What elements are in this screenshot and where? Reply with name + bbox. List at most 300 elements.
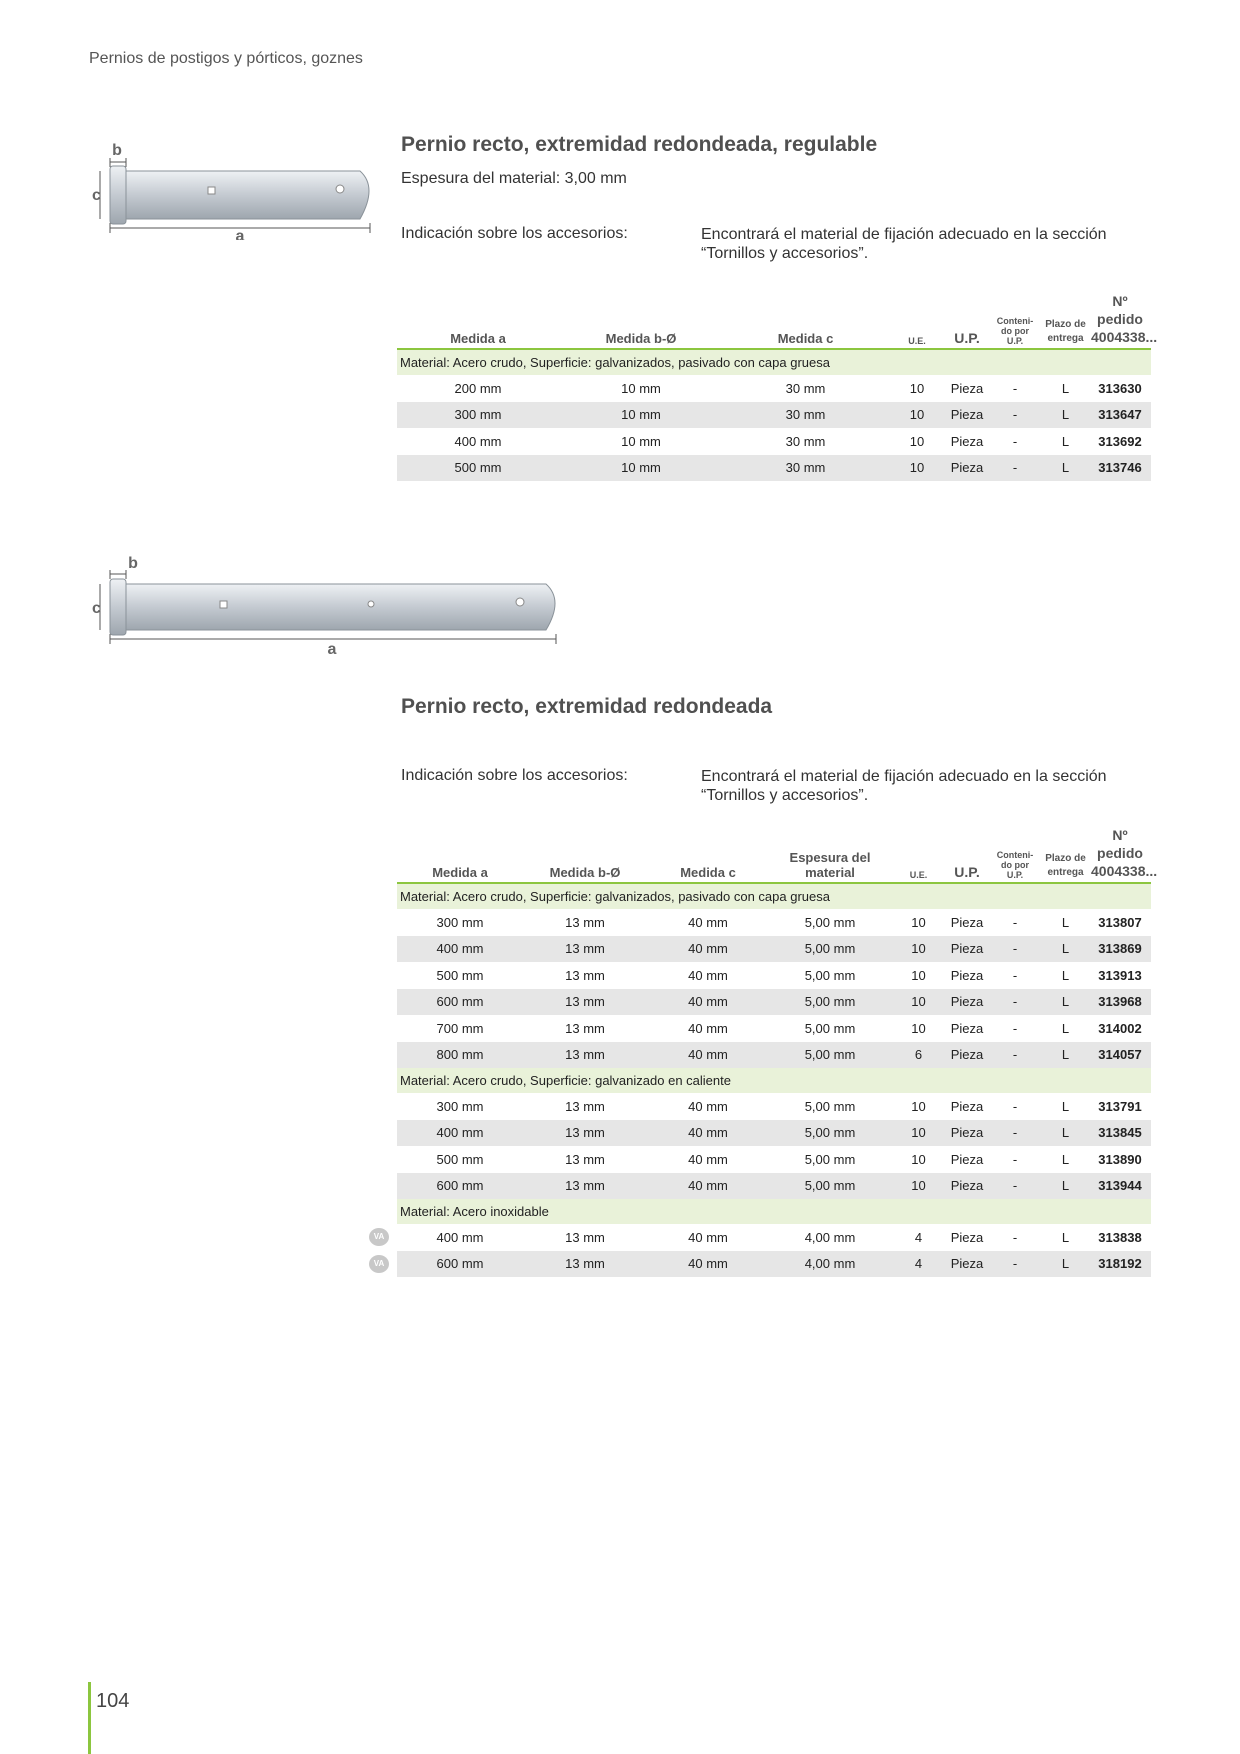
table-cell xyxy=(523,1093,647,1120)
cell-value: 600 mm xyxy=(436,1178,484,1194)
table-cell xyxy=(891,1173,946,1200)
cell-value: 10 xyxy=(911,1098,926,1114)
col-pedido xyxy=(1089,826,1158,883)
table-cell xyxy=(988,989,1042,1016)
table-cell xyxy=(769,1120,891,1147)
table-cell xyxy=(769,1224,891,1251)
cell-value: 314057 xyxy=(1098,1047,1142,1063)
cell-value: 13 mm xyxy=(565,1020,605,1036)
table-cell xyxy=(891,1042,946,1069)
cell-value: 10 xyxy=(909,407,925,423)
product-table-2 xyxy=(373,826,1158,1277)
cell-value: Pieza xyxy=(950,460,984,476)
col-contenido-l2: do por xyxy=(1001,326,1029,336)
table-cell xyxy=(723,402,888,429)
cell-value: 313838 xyxy=(1098,1229,1142,1245)
hinge-diagram-2 xyxy=(88,550,568,660)
section-1-note-label: Indicación sobre los accesorios: xyxy=(401,225,628,242)
table-cell xyxy=(946,909,988,936)
cell-value: 313647 xyxy=(1098,407,1142,423)
table-cell xyxy=(647,962,769,989)
section-1-title: Pernio recto, extremidad redondeada, regulable xyxy=(401,133,878,156)
table-cell xyxy=(1042,1173,1089,1200)
cell-value: 5,00 mm xyxy=(804,941,856,957)
table-cell xyxy=(1089,989,1151,1016)
table-cell xyxy=(647,909,769,936)
table-cell xyxy=(723,428,888,455)
table-cell xyxy=(946,936,988,963)
table-cell xyxy=(1042,962,1089,989)
table-cell xyxy=(946,989,988,1016)
cell-value: L xyxy=(1061,1229,1070,1245)
cell-value: L xyxy=(1061,380,1070,396)
table-cell xyxy=(1089,1251,1151,1278)
table-row xyxy=(397,1224,1151,1251)
cell-value: - xyxy=(1012,967,1018,983)
table-row xyxy=(397,1093,1151,1120)
table-cell xyxy=(891,1120,946,1147)
cell-value: 10 xyxy=(911,1178,926,1194)
section-1-note-text: Encontrará el material de fijación adecuado en la sección “Tornillos y accesorios”. xyxy=(701,226,1107,262)
cell-value: 400 mm xyxy=(454,433,502,449)
cell-value: L xyxy=(1061,1098,1070,1114)
table-cell xyxy=(946,375,988,402)
table-cell xyxy=(891,936,946,963)
col-pedido-l1: Nº pedido xyxy=(1097,827,1143,861)
cell-value: 40 mm xyxy=(688,994,728,1010)
cell-value: 30 mm xyxy=(785,460,826,476)
table-cell xyxy=(988,375,1042,402)
col-pedido xyxy=(1089,292,1158,349)
dim-c-label: c xyxy=(92,187,101,204)
table-cell xyxy=(559,375,723,402)
table-row xyxy=(397,909,1151,936)
table-row xyxy=(397,1173,1151,1200)
col-contenido-l1: Conteni- xyxy=(996,850,1034,860)
table-cell xyxy=(1089,428,1151,455)
cell-value: Pieza xyxy=(950,1229,984,1245)
table-cell xyxy=(1089,375,1151,402)
cell-value: 40 mm xyxy=(688,1047,728,1063)
col-medida-b: Medida b-Ø xyxy=(605,331,677,346)
cell-value: Pieza xyxy=(950,1151,984,1167)
table-cell xyxy=(1042,455,1089,482)
table-cell xyxy=(1089,1120,1151,1147)
table-cell xyxy=(769,1146,891,1173)
cell-value: 40 mm xyxy=(688,1151,728,1167)
table-cell xyxy=(946,1173,988,1200)
col-plazo-l1: Plazo de xyxy=(1045,853,1086,864)
cell-value: Pieza xyxy=(950,407,984,423)
cell-value: 5,00 mm xyxy=(804,1047,856,1063)
col-pedido-l2: 4004338... xyxy=(1091,329,1158,345)
table-cell xyxy=(397,1173,523,1200)
material-label: Material: Acero crudo, Superficie: galvanizado en caliente xyxy=(397,1068,1151,1093)
table-cell xyxy=(647,989,769,1016)
cell-value: 313746 xyxy=(1098,460,1142,476)
cell-value: 10 xyxy=(911,1151,926,1167)
table-cell xyxy=(647,1093,769,1120)
table-cell xyxy=(1042,1251,1089,1278)
cell-value: 5,00 mm xyxy=(804,994,856,1010)
col-plazo-l2: entrega xyxy=(1047,333,1084,344)
table-cell xyxy=(891,1146,946,1173)
cell-value: L xyxy=(1061,407,1070,423)
cell-value: 13 mm xyxy=(565,914,605,930)
table-cell xyxy=(891,1224,946,1251)
table-cell xyxy=(397,1042,523,1069)
col-contenido xyxy=(988,826,1042,883)
table-cell xyxy=(769,1042,891,1069)
table-cell xyxy=(988,402,1042,429)
cell-value: 13 mm xyxy=(565,1047,605,1063)
table-cell xyxy=(647,1015,769,1042)
table-cell xyxy=(523,1251,647,1278)
cell-value: Pieza xyxy=(950,941,984,957)
cell-value: 10 xyxy=(911,994,926,1010)
col-contenido-l3: U.P. xyxy=(1006,336,1024,346)
table-cell xyxy=(397,402,559,429)
cell-value: 400 mm xyxy=(436,1229,484,1245)
cell-value: - xyxy=(1012,407,1018,423)
table-row xyxy=(397,1146,1151,1173)
table-cell xyxy=(946,402,988,429)
table-cell xyxy=(647,1120,769,1147)
cell-value: 13 mm xyxy=(565,994,605,1010)
table-cell xyxy=(988,455,1042,482)
table-cell xyxy=(523,1042,647,1069)
col-plazo-l1: Plazo de xyxy=(1045,319,1086,330)
cell-value: 300 mm xyxy=(436,1098,484,1114)
table-cell xyxy=(891,1093,946,1120)
table-cell xyxy=(397,1146,523,1173)
cell-value: 600 mm xyxy=(436,994,484,1010)
cell-value: Pieza xyxy=(950,380,984,396)
stainless-va-badge: VA xyxy=(369,1255,389,1273)
cell-value: - xyxy=(1012,1229,1018,1245)
material-group-row xyxy=(397,349,1151,375)
table-cell xyxy=(647,1251,769,1278)
cell-value: 10 xyxy=(909,433,925,449)
table-row xyxy=(397,402,1151,429)
cell-value: 313630 xyxy=(1098,380,1142,396)
col-ue: U.E. xyxy=(908,336,926,346)
table-cell xyxy=(523,962,647,989)
cell-value: - xyxy=(1012,914,1018,930)
table-cell xyxy=(1042,1224,1089,1251)
cell-value: 13 mm xyxy=(565,1229,605,1245)
table-cell xyxy=(891,909,946,936)
table-cell xyxy=(888,428,946,455)
table-cell xyxy=(397,428,559,455)
table-cell xyxy=(888,375,946,402)
col-pedido-l1: Nº pedido xyxy=(1097,293,1143,327)
cell-value: 313944 xyxy=(1098,1178,1142,1194)
table-cell xyxy=(769,962,891,989)
table-cell xyxy=(988,1015,1042,1042)
table-cell xyxy=(397,962,523,989)
col-plazo xyxy=(1042,826,1089,883)
table-cell xyxy=(988,1224,1042,1251)
cell-value: 6 xyxy=(914,1047,923,1063)
table-cell xyxy=(559,455,723,482)
table-row xyxy=(397,1042,1151,1069)
table-cell xyxy=(946,1251,988,1278)
stainless-va-badge: VA xyxy=(369,1228,389,1246)
cell-value: 313807 xyxy=(1098,914,1142,930)
col-up: U.P. xyxy=(954,330,980,346)
table-cell xyxy=(523,1173,647,1200)
cell-value: L xyxy=(1061,433,1070,449)
cell-value: Pieza xyxy=(950,1256,984,1272)
cell-value: - xyxy=(1012,1125,1018,1141)
table-cell xyxy=(946,1224,988,1251)
section-2-note-label: Indicación sobre los accesorios: xyxy=(401,767,628,784)
table-cell xyxy=(1042,375,1089,402)
cell-value: Pieza xyxy=(950,1047,984,1063)
table-cell xyxy=(559,428,723,455)
table-cell xyxy=(397,1093,523,1120)
table-cell xyxy=(1042,1120,1089,1147)
cell-value: 500 mm xyxy=(436,1151,484,1167)
cell-value: 600 mm xyxy=(436,1256,484,1272)
table-cell xyxy=(523,1224,647,1251)
cell-value: 313845 xyxy=(1098,1125,1142,1141)
cell-value: - xyxy=(1012,1178,1018,1194)
col-espesura-l1: Espesura del xyxy=(789,850,871,865)
table-cell xyxy=(891,989,946,1016)
table-cell xyxy=(1089,1015,1151,1042)
table-cell xyxy=(1089,1042,1151,1069)
cell-value: 10 xyxy=(911,967,926,983)
table-cell xyxy=(988,909,1042,936)
table-cell xyxy=(946,962,988,989)
cell-value: 10 xyxy=(909,380,925,396)
table-cell xyxy=(1042,1015,1089,1042)
cell-value: 300 mm xyxy=(436,914,484,930)
col-contenido-l1: Conteni- xyxy=(996,316,1034,326)
table-cell xyxy=(1089,909,1151,936)
cell-value: 13 mm xyxy=(565,1256,605,1272)
cell-value: 4 xyxy=(914,1256,923,1272)
table-cell xyxy=(373,1224,523,1251)
cell-value: 313791 xyxy=(1098,1098,1142,1114)
cell-value: 5,00 mm xyxy=(804,914,856,930)
cell-value: 30 mm xyxy=(785,433,826,449)
cell-value: 314002 xyxy=(1098,1020,1142,1036)
cell-value: 10 mm xyxy=(621,433,661,449)
cell-value: 10 xyxy=(911,1020,926,1036)
section-2-note-text: Encontrará el material de fijación adecuado en la sección “Tornillos y accesorios”. xyxy=(701,768,1107,804)
table-cell xyxy=(769,909,891,936)
table-cell xyxy=(769,1015,891,1042)
table-cell xyxy=(988,936,1042,963)
page-accent-bar xyxy=(88,1682,91,1754)
cell-value: 400 mm xyxy=(436,1125,484,1141)
table-row xyxy=(397,1251,1151,1278)
cell-value: L xyxy=(1061,460,1070,476)
cell-value: - xyxy=(1012,994,1018,1010)
cell-value: - xyxy=(1012,1256,1018,1272)
col-up: U.P. xyxy=(954,864,980,880)
table-row xyxy=(397,1015,1151,1042)
table-cell xyxy=(988,428,1042,455)
table-cell xyxy=(723,375,888,402)
col-espesura xyxy=(769,826,891,883)
table-cell xyxy=(523,909,647,936)
col-medida-b: Medida b-Ø xyxy=(549,865,621,880)
col-plazo xyxy=(1042,292,1089,349)
table-cell xyxy=(397,1120,523,1147)
table-cell xyxy=(988,1173,1042,1200)
cell-value: 5,00 mm xyxy=(804,967,856,983)
table-cell xyxy=(988,1093,1042,1120)
cell-value: 40 mm xyxy=(688,1020,728,1036)
col-espesura-l2: material xyxy=(805,865,855,880)
cell-value: 10 xyxy=(911,941,926,957)
table-cell xyxy=(1042,402,1089,429)
table-cell xyxy=(1089,1093,1151,1120)
cell-value: 10 xyxy=(911,914,926,930)
cell-value: Pieza xyxy=(950,967,984,983)
table-row xyxy=(397,428,1151,455)
cell-value: 313968 xyxy=(1098,994,1142,1010)
table-cell xyxy=(946,428,988,455)
table-cell xyxy=(769,1251,891,1278)
cell-value: 10 mm xyxy=(621,460,661,476)
table-cell xyxy=(946,1146,988,1173)
cell-value: 13 mm xyxy=(565,1125,605,1141)
cell-value: 800 mm xyxy=(436,1047,484,1063)
col-medida-a: Medida a xyxy=(450,331,506,346)
table-cell xyxy=(523,1120,647,1147)
table-cell xyxy=(1089,962,1151,989)
table-cell xyxy=(397,1015,523,1042)
table-cell xyxy=(523,1015,647,1042)
table-cell xyxy=(1042,989,1089,1016)
cell-value: 10 mm xyxy=(621,407,661,423)
product-table-1-body xyxy=(397,349,1151,481)
col-medida-c: Medida c xyxy=(777,331,834,346)
cell-value: 4 xyxy=(914,1229,923,1245)
cell-value: Pieza xyxy=(950,433,984,449)
material-group-row xyxy=(397,883,1151,909)
table-cell xyxy=(647,1224,769,1251)
table-cell xyxy=(523,936,647,963)
cell-value: 500 mm xyxy=(454,460,502,476)
table-cell xyxy=(1089,1224,1151,1251)
cell-value: - xyxy=(1012,433,1018,449)
cell-value: 30 mm xyxy=(785,407,826,423)
table-cell xyxy=(891,1015,946,1042)
dim-a-label: a xyxy=(235,228,245,240)
cell-value: 40 mm xyxy=(688,1256,728,1272)
cell-value: 5,00 mm xyxy=(804,1098,856,1114)
cell-value: 40 mm xyxy=(688,914,728,930)
table-row xyxy=(397,989,1151,1016)
cell-value: 4,00 mm xyxy=(804,1229,856,1245)
col-plazo-l2: entrega xyxy=(1047,867,1084,878)
cell-value: 313913 xyxy=(1098,967,1142,983)
cell-value: 10 xyxy=(911,1125,926,1141)
cell-value: - xyxy=(1012,380,1018,396)
cell-value: 13 mm xyxy=(565,941,605,957)
dim-a-label-2: a xyxy=(327,641,337,658)
table-cell xyxy=(647,1173,769,1200)
cell-value: 30 mm xyxy=(785,380,826,396)
table-cell xyxy=(1042,1042,1089,1069)
table-cell xyxy=(397,936,523,963)
material-label: Material: Acero crudo, Superficie: galvanizados, pasivado con capa gruesa xyxy=(397,883,1151,909)
cell-value: 200 mm xyxy=(454,380,502,396)
cell-value: - xyxy=(1012,1020,1018,1036)
cell-value: L xyxy=(1061,914,1070,930)
cell-value: 4,00 mm xyxy=(804,1256,856,1272)
table-row xyxy=(397,375,1151,402)
table-cell xyxy=(523,1146,647,1173)
cell-value: L xyxy=(1061,1151,1070,1167)
running-head: Pernios de postigos y pórticos, goznes xyxy=(89,50,363,67)
cell-value: - xyxy=(1012,1047,1018,1063)
cell-value: 300 mm xyxy=(454,407,502,423)
table-cell xyxy=(769,1093,891,1120)
product-table-2-body xyxy=(373,883,1151,1277)
cell-value: L xyxy=(1061,1178,1070,1194)
table-cell xyxy=(988,1042,1042,1069)
table-cell xyxy=(1042,936,1089,963)
table-cell xyxy=(946,455,988,482)
table-cell xyxy=(647,1146,769,1173)
cell-value: 313890 xyxy=(1098,1151,1142,1167)
cell-value: 500 mm xyxy=(436,967,484,983)
table-cell xyxy=(988,1120,1042,1147)
cell-value: 318192 xyxy=(1098,1256,1142,1272)
cell-value: 40 mm xyxy=(688,941,728,957)
table-row xyxy=(397,962,1151,989)
table-cell xyxy=(1042,428,1089,455)
cell-value: Pieza xyxy=(950,914,984,930)
dim-c-label-2: c xyxy=(92,600,101,617)
cell-value: 5,00 mm xyxy=(804,1125,856,1141)
cell-value: 5,00 mm xyxy=(804,1020,856,1036)
table-cell xyxy=(559,402,723,429)
table-cell xyxy=(523,989,647,1016)
material-label: Material: Acero inoxidable xyxy=(397,1199,1151,1224)
table-cell xyxy=(988,962,1042,989)
table-cell xyxy=(397,455,559,482)
table-cell xyxy=(769,1173,891,1200)
dim-b-label-2: b xyxy=(128,555,138,572)
cell-value: 13 mm xyxy=(565,1151,605,1167)
cell-value: 40 mm xyxy=(688,1178,728,1194)
table-cell xyxy=(1089,455,1151,482)
table-cell xyxy=(888,402,946,429)
cell-value: - xyxy=(1012,460,1018,476)
col-medida-c: Medida c xyxy=(680,865,736,880)
col-pedido-l2: 4004338... xyxy=(1091,863,1158,879)
table-cell xyxy=(946,1093,988,1120)
material-label: Material: Acero crudo, Superficie: galvanizados, pasivado con capa gruesa xyxy=(397,349,1151,375)
table-cell xyxy=(769,936,891,963)
col-contenido-l3: U.P. xyxy=(1006,870,1024,880)
cell-value: 700 mm xyxy=(436,1020,484,1036)
cell-value: 313692 xyxy=(1098,433,1142,449)
col-contenido-l2: do por xyxy=(1001,860,1029,870)
table-cell xyxy=(1042,909,1089,936)
material-group-row xyxy=(397,1199,1151,1224)
col-medida-a: Medida a xyxy=(432,865,488,880)
cell-value: 13 mm xyxy=(565,967,605,983)
